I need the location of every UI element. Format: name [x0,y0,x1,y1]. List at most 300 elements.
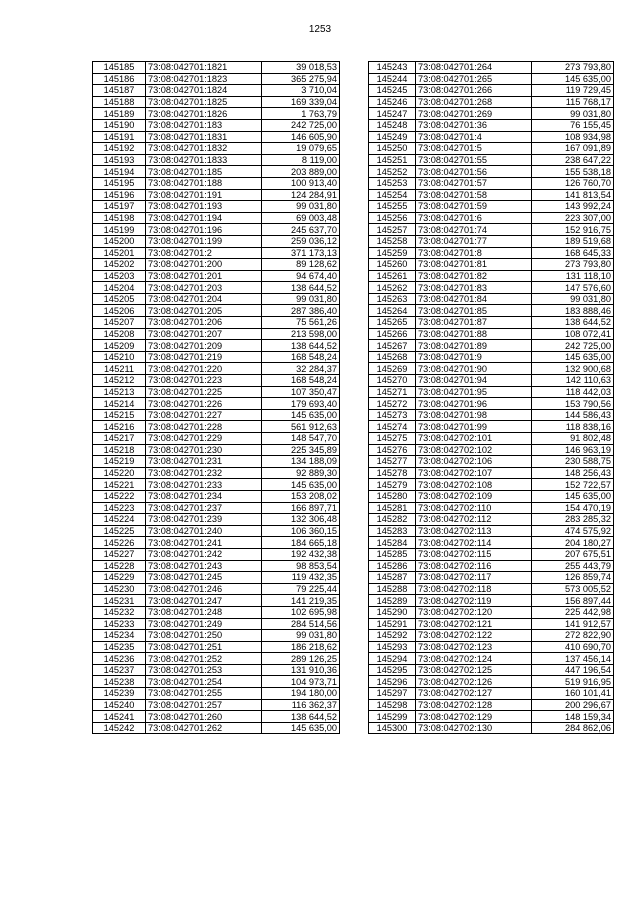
value-cell: 141 219,35 [262,595,340,607]
cadastral-number-cell: 73:08:042701:194 [146,212,262,224]
value-cell: 186 218,62 [262,641,340,653]
table-row [369,328,614,340]
registry-table-left [92,61,340,734]
row-number-cell: 145224 [93,514,146,526]
cadastral-number-cell: 73:08:042701:1823 [146,73,262,85]
table-row [93,224,340,236]
table-row [369,270,614,282]
cadastral-number-cell: 73:08:042701:252 [146,653,262,665]
cadastral-number-cell: 73:08:042701:246 [146,583,262,595]
row-number-cell: 145274 [369,421,416,433]
value-cell: 154 470,19 [532,502,614,514]
row-number-cell: 145192 [93,143,146,155]
value-cell: 156 897,44 [532,595,614,607]
table-row [93,177,340,189]
table-row [369,688,614,700]
table-row [369,676,614,688]
cadastral-number-cell: 73:08:042701:96 [416,398,532,410]
cadastral-number-cell: 73:08:042701:6 [416,212,532,224]
table-row [369,235,614,247]
table-row [93,421,340,433]
page-number: 1253 [308,24,332,35]
row-number-cell: 145277 [369,456,416,468]
table-row [93,201,340,213]
row-number-cell: 145218 [93,444,146,456]
cadastral-number-cell: 73:08:042701:239 [146,514,262,526]
cadastral-number-cell: 73:08:042701:5 [416,143,532,155]
table-row [93,490,340,502]
table-row [93,293,340,305]
table-row [369,467,614,479]
cadastral-number-cell: 73:08:042701:231 [146,456,262,468]
value-cell: 447 196,54 [532,664,614,676]
row-number-cell: 145244 [369,73,416,85]
row-number-cell: 145291 [369,618,416,630]
value-cell: 147 576,60 [532,282,614,294]
row-number-cell: 145195 [93,177,146,189]
cadastral-number-cell: 73:08:042702:122 [416,630,532,642]
cadastral-number-cell: 73:08:042701:228 [146,421,262,433]
value-cell: 8 119,00 [262,154,340,166]
row-number-cell: 145245 [369,85,416,97]
table-row [93,433,340,445]
table-row [369,143,614,155]
value-cell: 160 101,41 [532,688,614,700]
cadastral-number-cell: 73:08:042701:1826 [146,108,262,120]
value-cell: 179 693,40 [262,398,340,410]
table-row [369,247,614,259]
table-row [93,305,340,317]
value-cell: 146 605,90 [262,131,340,143]
row-number-cell: 145227 [93,548,146,560]
cadastral-number-cell: 73:08:042701:196 [146,224,262,236]
row-number-cell: 145300 [369,722,416,734]
table-row [369,653,614,665]
row-number-cell: 145296 [369,676,416,688]
value-cell: 94 674,40 [262,270,340,282]
table-row [369,722,614,734]
table-row [93,398,340,410]
value-cell: 519 916,95 [532,676,614,688]
cadastral-number-cell: 73:08:042702:115 [416,548,532,560]
table-row [93,722,340,734]
table-row [93,479,340,491]
table-row [369,641,614,653]
value-cell: 255 443,79 [532,560,614,572]
table-row [369,259,614,271]
cadastral-number-cell: 73:08:042702:129 [416,711,532,723]
row-number-cell: 145191 [93,131,146,143]
table-row [369,398,614,410]
value-cell: 284 862,06 [532,722,614,734]
row-number-cell: 145236 [93,653,146,665]
row-number-cell: 145208 [93,328,146,340]
value-cell: 145 635,00 [532,490,614,502]
table-row [369,409,614,421]
row-number-cell: 145281 [369,502,416,514]
table-row [93,514,340,526]
table-row [93,119,340,131]
row-number-cell: 145238 [93,676,146,688]
cadastral-number-cell: 73:08:042701:232 [146,467,262,479]
row-number-cell: 145289 [369,595,416,607]
table-row [93,363,340,375]
cadastral-number-cell: 73:08:042702:121 [416,618,532,630]
cadastral-number-cell: 73:08:042701:74 [416,224,532,236]
cadastral-number-cell: 73:08:042701:255 [146,688,262,700]
value-cell: 106 360,15 [262,525,340,537]
table-row [93,537,340,549]
cadastral-number-cell: 73:08:042702:101 [416,433,532,445]
cadastral-number-cell: 73:08:042701:55 [416,154,532,166]
table-row [93,317,340,329]
value-cell: 126 859,74 [532,572,614,584]
value-cell: 79 225,44 [262,583,340,595]
table-row [369,606,614,618]
value-cell: 204 180,27 [532,537,614,549]
value-cell: 289 126,25 [262,653,340,665]
value-cell: 115 768,17 [532,96,614,108]
value-cell: 107 350,47 [262,386,340,398]
value-cell: 238 647,22 [532,154,614,166]
value-cell: 32 284,37 [262,363,340,375]
table-row [93,154,340,166]
row-number-cell: 145219 [93,456,146,468]
row-number-cell: 145213 [93,386,146,398]
value-cell: 573 005,52 [532,583,614,595]
row-number-cell: 145275 [369,433,416,445]
row-number-cell: 145298 [369,699,416,711]
row-number-cell: 145292 [369,630,416,642]
value-cell: 118 442,03 [532,386,614,398]
table-row [369,177,614,189]
cadastral-number-cell: 73:08:042701:205 [146,305,262,317]
table-row [93,351,340,363]
row-number-cell: 145215 [93,409,146,421]
table-row [93,96,340,108]
value-cell: 141 912,57 [532,618,614,630]
cadastral-number-cell: 73:08:042701:227 [146,409,262,421]
table-row [93,247,340,259]
value-cell: 3 710,04 [262,85,340,97]
cadastral-number-cell: 73:08:042701:204 [146,293,262,305]
cadastral-number-cell: 73:08:042701:209 [146,340,262,352]
cadastral-number-cell: 73:08:042702:117 [416,572,532,584]
row-number-cell: 145276 [369,444,416,456]
table-row [369,595,614,607]
cadastral-number-cell: 73:08:042701:260 [146,711,262,723]
table-row [93,235,340,247]
value-cell: 69 003,48 [262,212,340,224]
value-cell: 138 644,52 [262,340,340,352]
cadastral-number-cell: 73:08:042701:82 [416,270,532,282]
value-cell: 273 793,80 [532,259,614,271]
row-number-cell: 145256 [369,212,416,224]
table-row [93,583,340,595]
table-row [369,456,614,468]
value-cell: 207 675,51 [532,548,614,560]
row-number-cell: 145196 [93,189,146,201]
row-number-cell: 145206 [93,305,146,317]
cadastral-number-cell: 73:08:042701:1825 [146,96,262,108]
value-cell: 99 031,80 [532,293,614,305]
value-cell: 89 128,62 [262,259,340,271]
row-number-cell: 145235 [93,641,146,653]
value-cell: 189 519,68 [532,235,614,247]
row-number-cell: 145248 [369,119,416,131]
row-number-cell: 145280 [369,490,416,502]
value-cell: 100 913,40 [262,177,340,189]
cadastral-number-cell: 73:08:042702:108 [416,479,532,491]
table-row [93,653,340,665]
table-row [93,467,340,479]
value-cell: 138 644,52 [262,282,340,294]
value-cell: 116 362,37 [262,699,340,711]
value-cell: 371 173,13 [262,247,340,259]
row-number-cell: 145201 [93,247,146,259]
table-row [93,502,340,514]
row-number-cell: 145204 [93,282,146,294]
row-number-cell: 145259 [369,247,416,259]
cadastral-number-cell: 73:08:042701:183 [146,119,262,131]
row-number-cell: 145239 [93,688,146,700]
row-number-cell: 145246 [369,96,416,108]
cadastral-number-cell: 73:08:042702:110 [416,502,532,514]
table-row [369,131,614,143]
table-row [93,375,340,387]
row-number-cell: 145187 [93,85,146,97]
value-cell: 168 548,24 [262,351,340,363]
row-number-cell: 145242 [93,722,146,734]
value-cell: 225 442,98 [532,606,614,618]
cadastral-number-cell: 73:08:042702:118 [416,583,532,595]
value-cell: 184 665,18 [262,537,340,549]
cadastral-number-cell: 73:08:042701:1831 [146,131,262,143]
table-row [369,525,614,537]
registry-table-right-body [369,62,614,734]
row-number-cell: 145229 [93,572,146,584]
table-row [93,409,340,421]
cadastral-number-cell: 73:08:042701:8 [416,247,532,259]
row-number-cell: 145287 [369,572,416,584]
table-row [369,583,614,595]
value-cell: 287 386,40 [262,305,340,317]
value-cell: 108 934,98 [532,131,614,143]
cadastral-number-cell: 73:08:042701:88 [416,328,532,340]
cadastral-number-cell: 73:08:042701:230 [146,444,262,456]
row-number-cell: 145225 [93,525,146,537]
row-number-cell: 145250 [369,143,416,155]
cadastral-number-cell: 73:08:042702:124 [416,653,532,665]
value-cell: 145 635,00 [262,409,340,421]
row-number-cell: 145254 [369,189,416,201]
table-row [369,386,614,398]
cadastral-number-cell: 73:08:042701:36 [416,119,532,131]
table-row [93,676,340,688]
table-row [93,131,340,143]
row-number-cell: 145185 [93,62,146,74]
table-row [93,664,340,676]
row-number-cell: 145243 [369,62,416,74]
table-row [93,270,340,282]
table-row [369,514,614,526]
registry-table-right [368,61,614,734]
row-number-cell: 145214 [93,398,146,410]
value-cell: 152 916,75 [532,224,614,236]
table-row [369,433,614,445]
value-cell: 200 296,67 [532,699,614,711]
value-cell: 153 790,56 [532,398,614,410]
cadastral-number-cell: 73:08:042701:219 [146,351,262,363]
table-row [369,166,614,178]
cadastral-number-cell: 73:08:042701:98 [416,409,532,421]
cadastral-number-cell: 73:08:042702:116 [416,560,532,572]
row-number-cell: 145231 [93,595,146,607]
value-cell: 192 432,38 [262,548,340,560]
value-cell: 99 031,80 [262,630,340,642]
table-row [93,282,340,294]
table-row [93,386,340,398]
row-number-cell: 145211 [93,363,146,375]
table-row [93,73,340,85]
cadastral-number-cell: 73:08:042701:253 [146,664,262,676]
value-cell: 132 900,68 [532,363,614,375]
row-number-cell: 145207 [93,317,146,329]
table-row [369,62,614,74]
cadastral-number-cell: 73:08:042701:1821 [146,62,262,74]
row-number-cell: 145223 [93,502,146,514]
cadastral-number-cell: 73:08:042701:1833 [146,154,262,166]
value-cell: 134 188,09 [262,456,340,468]
cadastral-number-cell: 73:08:042701:206 [146,317,262,329]
cadastral-number-cell: 73:08:042701:254 [146,676,262,688]
value-cell: 145 635,00 [532,351,614,363]
table-row [93,641,340,653]
cadastral-number-cell: 73:08:042702:114 [416,537,532,549]
value-cell: 76 155,45 [532,119,614,131]
cadastral-number-cell: 73:08:042702:107 [416,467,532,479]
value-cell: 148 547,70 [262,433,340,445]
value-cell: 183 888,46 [532,305,614,317]
table-row [93,630,340,642]
cadastral-number-cell: 73:08:042701:94 [416,375,532,387]
cadastral-number-cell: 73:08:042701:90 [416,363,532,375]
row-number-cell: 145193 [93,154,146,166]
value-cell: 119 729,45 [532,85,614,97]
value-cell: 166 897,71 [262,502,340,514]
cadastral-number-cell: 73:08:042701:57 [416,177,532,189]
table-row [369,85,614,97]
row-number-cell: 145200 [93,235,146,247]
cadastral-number-cell: 73:08:042701:84 [416,293,532,305]
cadastral-number-cell: 73:08:042701:247 [146,595,262,607]
table-row [369,317,614,329]
cadastral-number-cell: 73:08:042701:251 [146,641,262,653]
row-number-cell: 145279 [369,479,416,491]
cadastral-number-cell: 73:08:042701:58 [416,189,532,201]
cadastral-number-cell: 73:08:042701:200 [146,259,262,271]
table-row [369,699,614,711]
cadastral-number-cell: 73:08:042701:242 [146,548,262,560]
row-number-cell: 145251 [369,154,416,166]
table-row [93,560,340,572]
table-row [369,548,614,560]
row-number-cell: 145203 [93,270,146,282]
row-number-cell: 145217 [93,433,146,445]
value-cell: 148 159,34 [532,711,614,723]
row-number-cell: 145228 [93,560,146,572]
row-number-cell: 145233 [93,618,146,630]
table-row [369,96,614,108]
cadastral-number-cell: 73:08:042701:203 [146,282,262,294]
value-cell: 168 548,24 [262,375,340,387]
value-cell: 146 963,19 [532,444,614,456]
cadastral-number-cell: 73:08:042702:112 [416,514,532,526]
row-number-cell: 145197 [93,201,146,213]
value-cell: 99 031,80 [262,293,340,305]
table-row [369,618,614,630]
table-row [93,212,340,224]
row-number-cell: 145232 [93,606,146,618]
value-cell: 39 018,53 [262,62,340,74]
cadastral-number-cell: 73:08:042701:85 [416,305,532,317]
row-number-cell: 145265 [369,317,416,329]
table-row [369,502,614,514]
value-cell: 132 306,48 [262,514,340,526]
cadastral-number-cell: 73:08:042701:188 [146,177,262,189]
value-cell: 148 256,43 [532,467,614,479]
cadastral-number-cell: 73:08:042701:87 [416,317,532,329]
row-number-cell: 145241 [93,711,146,723]
cadastral-number-cell: 73:08:042701:240 [146,525,262,537]
value-cell: 99 031,80 [532,108,614,120]
row-number-cell: 145285 [369,548,416,560]
row-number-cell: 145255 [369,201,416,213]
value-cell: 213 598,00 [262,328,340,340]
row-number-cell: 145220 [93,467,146,479]
cadastral-number-cell: 73:08:042702:125 [416,664,532,676]
table-row [93,456,340,468]
cadastral-number-cell: 73:08:042701:264 [416,62,532,74]
row-number-cell: 145190 [93,119,146,131]
table-row [93,143,340,155]
cadastral-number-cell: 73:08:042701:249 [146,618,262,630]
cadastral-number-cell: 73:08:042701:59 [416,201,532,213]
value-cell: 152 722,57 [532,479,614,491]
row-number-cell: 145199 [93,224,146,236]
cadastral-number-cell: 73:08:042702:106 [416,456,532,468]
cadastral-number-cell: 73:08:042702:128 [416,699,532,711]
registry-table-left-body [93,62,340,734]
table-row [369,630,614,642]
row-number-cell: 145186 [93,73,146,85]
value-cell: 102 695,98 [262,606,340,618]
row-number-cell: 145202 [93,259,146,271]
row-number-cell: 145288 [369,583,416,595]
row-number-cell: 145249 [369,131,416,143]
row-number-cell: 145290 [369,606,416,618]
row-number-cell: 145226 [93,537,146,549]
cadastral-number-cell: 73:08:042701:1824 [146,85,262,97]
row-number-cell: 145278 [369,467,416,479]
table-row [93,572,340,584]
table-row [369,212,614,224]
value-cell: 143 992,24 [532,201,614,213]
row-number-cell: 145272 [369,398,416,410]
row-number-cell: 145286 [369,560,416,572]
value-cell: 365 275,94 [262,73,340,85]
row-number-cell: 145295 [369,664,416,676]
